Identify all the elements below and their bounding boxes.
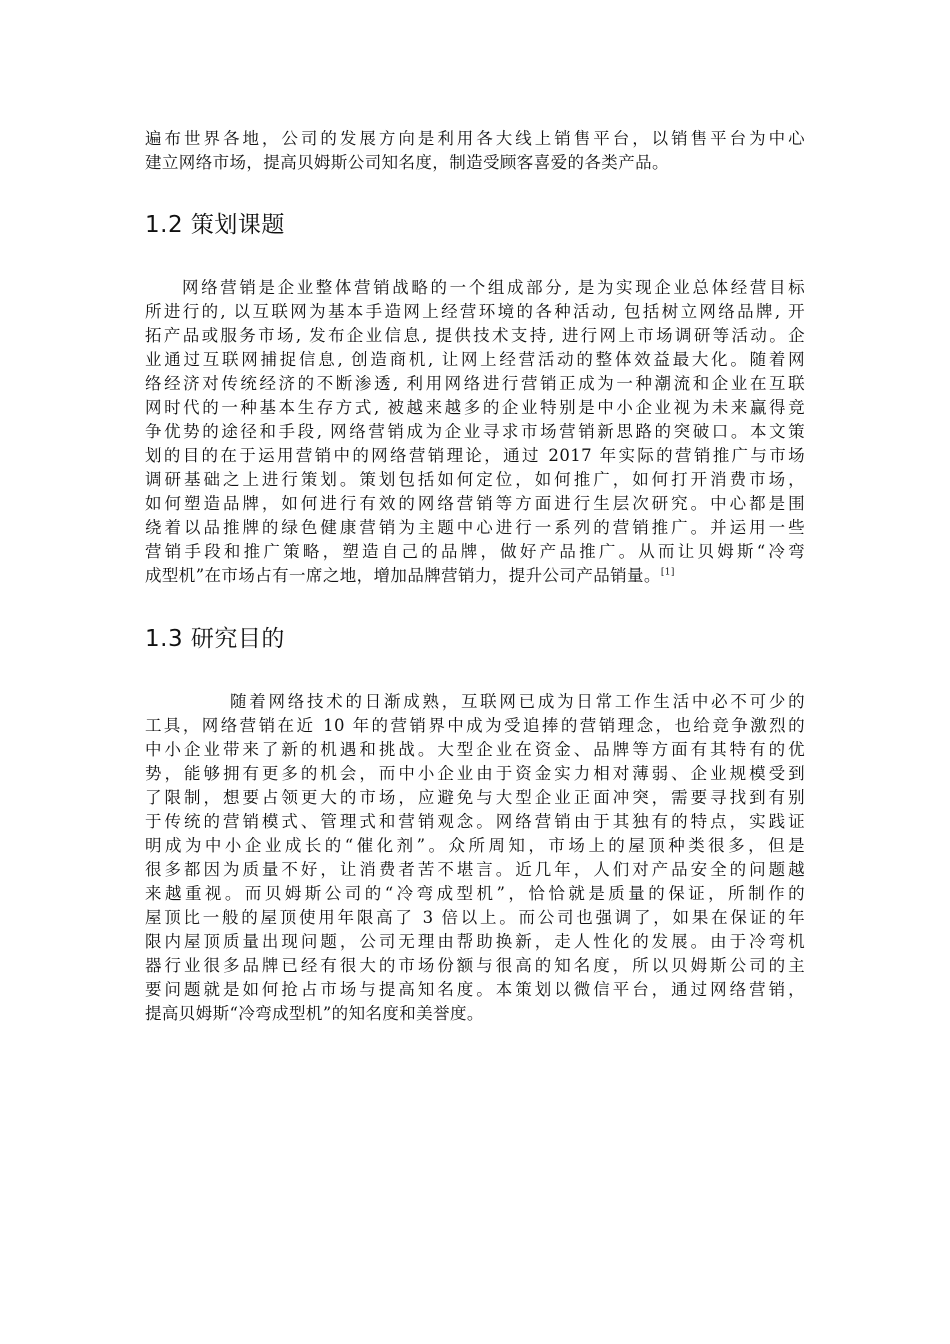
paragraph-line: 势，能够拥有更多的机会，而中小企业由于资金实力相对薄弱、企业规模受到 [145,764,805,783]
paragraph-line-text: 成型机”在市场占有一席之地，增加品牌营销力，提升公司产品销量。 [145,566,661,585]
paragraph-line: 争优势的途径和手段, 网络营销成为企业寻求市场营销新思路的突破口。本文策 [145,422,805,441]
paragraph-line: 所进行的, 以互联网为基本手造网上经营环境的各种活动, 包括树立网络品牌, 开 [145,302,805,321]
paragraph-line: 络经济对传统经济的不断渗透, 利用网络进行营销正成为一种潮流和企业在互联 [145,374,805,393]
paragraph-line: 工具，网络营销在近 10 年的营销界中成为受追捧的营销理念，也给竞争激烈的 [145,716,805,735]
paragraph-line: 要问题就是如何抢占市场与提高知名度。本策划以微信平台，通过网络营销， [145,980,805,999]
paragraph-line: 网络营销是企业整体营销战略的一个组成部分, 是为实现企业总体经营目标 [182,278,805,297]
paragraph-line: 限内屋顶质量出现问题，公司无理由帮助换新，走人性化的发展。由于冷弯机 [145,932,805,951]
paragraph-line: 业通过互联网捕捉信息, 创造商机, 让网上经营活动的整体效益最大化。随着网 [145,350,805,369]
paragraph-line: 来越重视。而贝姆斯公司的“冷弯成型机”，恰恰就是质量的保证，所制作的 [145,884,805,903]
paragraph-line: 绕着以品推牌的绿色健康营销为主题中心进行一系列的营销推广。并运用一些 [145,518,805,537]
paragraph-line: 拓产品或服务市场, 发布企业信息, 提供技术支持, 进行网上市场调研等活动。企 [145,326,805,345]
paragraph-line-last [145,564,805,588]
paragraph-line: 划的目的在于运用营销中的网络营销理论，通过 2017 年实际的营销推广与市场 [145,446,805,465]
section-heading-1-3: 1.3 研究目的 [145,626,285,652]
paragraph-line: 屋顶比一般的屋顶使用年限高了 3 倍以上。而公司也强调了，如果在保证的年 [145,908,805,927]
paragraph-line: 网时代的一种基本生存方式, 被越来越多的企业特别是中小企业视为未来赢得竞 [145,398,805,417]
section-heading-1-2: 1.2 策划课题 [145,212,285,238]
paragraph-line: 明成为中小企业成长的“催化剂”。众所周知，市场上的屋顶种类很多，但是 [145,836,805,855]
paragraph-line: 中小企业带来了新的机遇和挑战。大型企业在资金、品牌等方面有其特有的优 [145,740,805,759]
paragraph-line: 遍布世界各地，公司的发展方向是利用各大线上销售平台，以销售平台为中心 [145,129,805,148]
paragraph-line: 如何塑造品牌，如何进行有效的网络营销等方面进行生层次研究。中心都是围 [145,494,805,513]
paragraph-line: 于传统的营销模式、管理式和营销观念。网络营销由于其独有的特点，实践证 [145,812,805,831]
citation-marker[interactable]: [1] [660,567,675,578]
paragraph-line: 随着网络技术的日渐成熟，互联网已成为日常工作生活中必不可少的 [230,692,805,711]
paragraph-line: 提高贝姆斯“冷弯成型机”的知名度和美誉度。 [145,1004,484,1023]
paragraph-line: 很多都因为质量不好，让消费者苦不堪言。近几年，人们对产品安全的问题越 [145,860,805,879]
paragraph-line: 了限制，想要占领更大的市场，应避免与大型企业正面冲突，需要寻找到有别 [145,788,805,807]
paragraph-line: 营销手段和推广策略，塑造自己的品牌，做好产品推广。从而让贝姆斯“冷弯 [145,542,805,561]
paragraph-line: 调研基础之上进行策划。策划包括如何定位，如何推广，如何打开消费市场， [145,470,805,489]
paragraph-line: 建立网络市场，提高贝姆斯公司知名度，制造受顾客喜爱的各类产品。 [145,153,669,172]
paragraph-line: 器行业很多品牌已经有很大的市场份额与很高的知名度，所以贝姆斯公司的主 [145,956,805,975]
